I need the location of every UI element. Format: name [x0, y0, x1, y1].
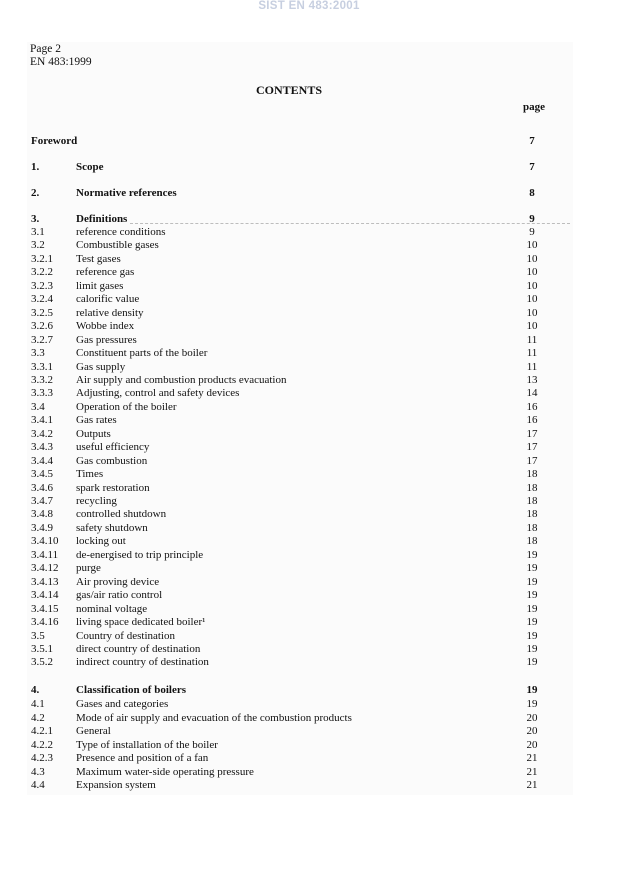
toc-entry-page: 21	[526, 779, 538, 791]
contents-heading: CONTENTS	[255, 83, 323, 97]
toc-entry-number: 3.3.3	[31, 387, 53, 400]
toc-entry-number: 3.1	[31, 226, 45, 238]
toc-entry	[0, 135, 618, 148]
toc-entry-title: Normative references	[76, 187, 177, 199]
toc-entry-page: 17	[526, 441, 538, 454]
toc-entry	[0, 334, 618, 347]
toc-entry-number: 4.1	[31, 698, 45, 710]
toc-entry	[0, 779, 618, 792]
toc-entry-title: locking out	[76, 535, 126, 548]
toc-entry-page: 11	[526, 333, 538, 346]
toc-entry-number: 3.4.8	[31, 508, 53, 521]
toc-entry-title: gas/air ratio control	[76, 589, 163, 602]
toc-entry	[0, 387, 618, 400]
toc-entry-number: 4.3	[31, 765, 45, 778]
toc-entry	[0, 508, 618, 521]
toc-entry-page: 20	[526, 725, 538, 737]
toc-entry	[0, 347, 618, 360]
toc-entry-number: 4.2.2	[31, 738, 53, 751]
toc-entry-page: 18	[526, 468, 538, 481]
toc-entry-page: 19	[526, 616, 538, 629]
toc-entry-number: 3.2.5	[31, 306, 53, 319]
toc-entry-title: Outputs	[76, 427, 111, 440]
toc-entry-number: 3.2.1	[31, 252, 53, 265]
toc-entry-title: Gas combustion	[76, 454, 148, 467]
toc-entry	[0, 161, 618, 174]
toc-entry-title: Definitions	[76, 213, 128, 225]
toc-entry-title: indirect country of destination	[76, 656, 209, 669]
toc-entry-title: living space dedicated boiler¹	[76, 616, 206, 629]
toc-entry-page: 19	[526, 698, 538, 710]
toc-entry-page: 19	[526, 656, 538, 669]
toc-entry-page: 9	[529, 226, 535, 238]
toc-entry	[0, 374, 618, 387]
toc-entry-number: 3.2.6	[31, 320, 53, 333]
toc-entry-page: 7	[529, 161, 535, 173]
toc-entry	[0, 482, 618, 495]
toc-entry	[0, 293, 618, 306]
toc-entry-number: 4.2	[31, 711, 45, 724]
toc-entry-title: Operation of the boiler	[76, 400, 177, 413]
toc-entry-number: 3.4.2	[31, 427, 53, 440]
toc-entry-title: Air supply and combustion products evacuation	[76, 373, 287, 386]
toc-entry-number: 3.2.3	[31, 279, 53, 292]
toc-entry-title: spark restoration	[76, 481, 150, 494]
toc-entry-title: Constituent parts of the boiler	[76, 347, 208, 360]
page-number: Page 2	[30, 43, 61, 55]
toc-entry-page: 11	[526, 347, 538, 360]
toc-entry-page: 16	[526, 400, 538, 413]
toc-entry-title: Test gases	[76, 252, 121, 265]
toc-entry	[0, 643, 618, 656]
toc-entry-page: 14	[526, 387, 538, 400]
page-column-label: page	[523, 101, 545, 113]
toc-entry	[0, 562, 618, 575]
toc-entry-page: 18	[526, 508, 538, 521]
toc-entry-title: Type of installation of the boiler	[76, 738, 218, 751]
toc-entry-number: 3.3.1	[31, 360, 53, 373]
toc-entry-page: 20	[526, 711, 538, 724]
toc-entry	[0, 187, 618, 200]
toc-entry-title: Gases and categories	[76, 698, 169, 710]
toc-entry-page: 18	[526, 481, 538, 494]
toc-entry-page: 10	[526, 279, 538, 292]
toc-entry-title: recycling	[76, 495, 117, 507]
toc-entry-page: 16	[526, 414, 538, 427]
toc-entry-number: 3.4.1	[31, 414, 53, 427]
toc-entry	[0, 535, 618, 548]
toc-entry-page: 10	[526, 293, 538, 306]
toc-entry-page: 19	[526, 562, 538, 575]
toc-entry-number: 4.	[31, 684, 40, 696]
toc-entry	[0, 428, 618, 441]
toc-entry-title: safety shutdown	[76, 521, 148, 534]
toc-entry-page: 19	[526, 602, 538, 615]
toc-entry-page: 17	[526, 427, 538, 440]
toc-entry	[0, 630, 618, 643]
toc-entry	[0, 307, 618, 320]
toc-entry-number: 3.4.10	[31, 535, 59, 548]
toc-entry-page: 10	[526, 239, 538, 252]
toc-entry-number: 3.5.2	[31, 656, 53, 669]
toc-entry-title: reference gas	[76, 266, 135, 279]
toc-entry-page: 10	[526, 266, 538, 279]
toc-entry	[0, 576, 618, 589]
toc-entry-page: 18	[526, 521, 538, 534]
toc-entry-page: 19	[526, 575, 538, 588]
toc-entry	[0, 495, 618, 508]
toc-entry-number: 3.5.1	[31, 642, 53, 655]
toc-entry-number: 3.2.2	[31, 266, 53, 279]
toc-entry-title: Gas pressures	[76, 333, 137, 346]
toc-entry-page: 17	[526, 454, 538, 467]
toc-entry-number: 3.3	[31, 347, 45, 360]
toc-entry-page: 13	[526, 373, 538, 386]
toc-entry	[0, 455, 618, 468]
toc-entry	[0, 213, 618, 226]
toc-entry	[0, 766, 618, 779]
toc-entry	[0, 616, 618, 629]
toc-entry-title: Wobbe index	[76, 320, 135, 333]
toc-entry-title: Gas rates	[76, 414, 117, 427]
toc-entry-number: 3.5	[31, 629, 45, 642]
toc-entry-title: Times	[76, 468, 104, 481]
toc-entry	[0, 401, 618, 414]
toc-entry-page: 21	[526, 752, 538, 764]
toc-entry-number: 3.4.5	[31, 468, 53, 481]
toc-entry-title: Presence and position of a fan	[76, 752, 209, 764]
toc-entry-page: 18	[526, 535, 538, 548]
toc-entry-page: 21	[526, 765, 538, 778]
toc-entry	[0, 226, 618, 239]
toc-entry	[0, 725, 618, 738]
toc-entry-title: Combustible gases	[76, 239, 159, 252]
toc-entry-title: Mode of air supply and evacuation of the combustion products	[76, 711, 352, 724]
toc-entry-number: 3.2.4	[31, 293, 53, 306]
toc-entry	[0, 752, 618, 765]
toc-entry-number: 2.	[31, 187, 40, 199]
toc-entry	[0, 468, 618, 481]
toc-entry-title: relative density	[76, 306, 144, 319]
toc-entry-title: nominal voltage	[76, 602, 148, 615]
toc-entry-page: 7	[529, 135, 535, 147]
toc-entry-title: Scope	[76, 161, 104, 173]
toc-entry	[0, 280, 618, 293]
toc-entry-page: 19	[526, 642, 538, 655]
toc-entry-number: 3.4.13	[31, 575, 59, 588]
toc-entry-number: 3.4.9	[31, 521, 53, 534]
toc-entry-title: Classification of boilers	[76, 684, 186, 696]
toc-entry	[0, 739, 618, 752]
toc-entry-title: purge	[76, 562, 101, 575]
toc-entry-title: Gas supply	[76, 360, 126, 373]
toc-entry-number: 3.4.16	[31, 616, 59, 629]
toc-entry-number: 3.3.2	[31, 373, 53, 386]
toc-entry-number: 3.4.4	[31, 454, 53, 467]
toc-entry-number: 3.4.14	[31, 589, 59, 602]
toc-entry-number: 3.4.7	[31, 495, 53, 507]
toc-entry-number: Foreword	[31, 135, 78, 147]
toc-entry-number: 4.4	[31, 779, 45, 791]
toc-entry-title: Air proving device	[76, 575, 160, 588]
toc-entry-page: 8	[529, 187, 535, 199]
toc-entry	[0, 684, 618, 697]
toc-entry	[0, 656, 618, 669]
toc-entry	[0, 712, 618, 725]
toc-entry-number: 1.	[31, 161, 40, 173]
toc-entry	[0, 549, 618, 562]
toc-entry-number: 3.4.11	[31, 548, 59, 561]
toc-entry	[0, 320, 618, 333]
toc-entry-title: de-energised to trip principle	[76, 548, 204, 561]
toc-entry	[0, 698, 618, 711]
toc-entry	[0, 253, 618, 266]
toc-entry	[0, 522, 618, 535]
toc-entry-title: direct country of destination	[76, 642, 201, 655]
toc-entry-number: 3.4.15	[31, 602, 59, 615]
toc-entry-page: 20	[526, 738, 538, 751]
toc-entry-title: reference conditions	[76, 226, 166, 238]
toc-entry-page: 19	[526, 589, 538, 602]
toc-entry-page: 9	[529, 213, 535, 225]
toc-entry	[0, 603, 618, 616]
toc-entry-number: 3.2.7	[31, 333, 53, 346]
toc-entry-page: 18	[526, 495, 538, 507]
toc-entry-page: 10	[526, 252, 538, 265]
toc-entry	[0, 266, 618, 279]
toc-entry	[0, 589, 618, 602]
toc-entry-number: 4.2.3	[31, 752, 53, 764]
toc-entry-title: Maximum water-side operating pressure	[76, 765, 254, 778]
toc-entry-number: 3.4.12	[31, 562, 59, 575]
toc-entry-title: calorific value	[76, 293, 140, 306]
toc-entry-page: 19	[526, 684, 538, 696]
toc-entry-title: limit gases	[76, 279, 124, 292]
toc-entry-page: 10	[526, 320, 538, 333]
toc-entry-title: useful efficiency	[76, 441, 150, 454]
toc-entry	[0, 414, 618, 427]
toc-entry	[0, 361, 618, 374]
toc-entry-number: 3.4.6	[31, 481, 53, 494]
toc-entry-page: 19	[526, 629, 538, 642]
toc-entry-page: 19	[526, 548, 538, 561]
toc-entry-number: 3.4.3	[31, 441, 53, 454]
toc-entry-number: 3.	[31, 213, 40, 225]
toc-entry	[0, 441, 618, 454]
toc-entry-number: 3.4	[31, 400, 45, 413]
toc-entry	[0, 239, 618, 252]
toc-entry-number: 4.2.1	[31, 725, 53, 737]
toc-entry-title: Expansion system	[76, 779, 156, 791]
toc-entry-title: controlled shutdown	[76, 508, 167, 521]
watermark: SIST EN 483:2001	[258, 0, 360, 12]
toc-entry-title: Country of destination	[76, 629, 175, 642]
toc-entry-page: 11	[526, 360, 538, 373]
toc-entry-title: General	[76, 725, 111, 737]
standard-id: EN 483:1999	[30, 56, 92, 68]
toc-entry-number: 3.2	[31, 239, 45, 252]
toc-entry-page: 10	[526, 306, 538, 319]
toc-entry-title: Adjusting, control and safety devices	[76, 387, 240, 400]
